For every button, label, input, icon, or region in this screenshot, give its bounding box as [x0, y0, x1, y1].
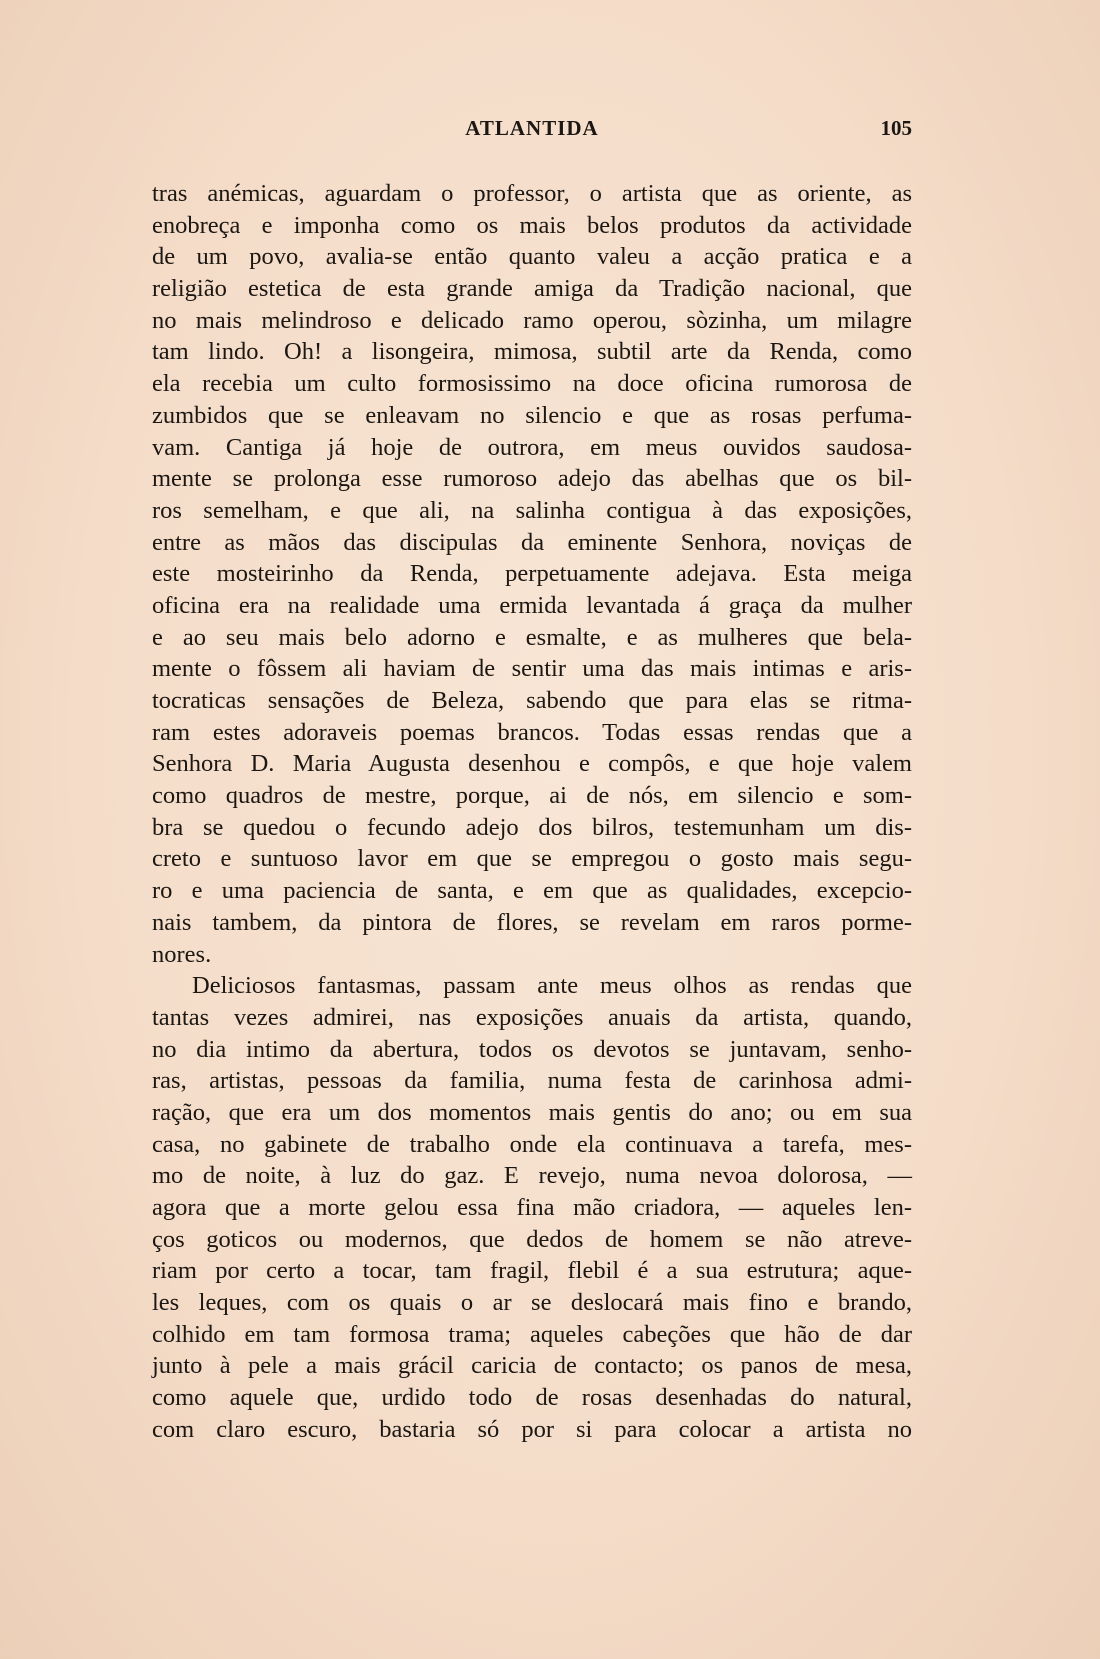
text-line: nores.: [152, 940, 212, 968]
running-title: ATLANTIDA: [465, 116, 599, 140]
text-line: como aquele que, urdido todo de rosas desenhadas do natural,: [152, 1384, 912, 1412]
text-line: religião estetica de esta grande amiga da Tradição nacional, que: [152, 275, 912, 303]
text-line: casa, no gabinete de trabalho onde ela continuava a tarefa, mes-: [152, 1130, 912, 1158]
text-line: mo de noite, à luz do gaz. E revejo, numa nevoa dolorosa, —: [152, 1162, 912, 1190]
text-line: vam. Cantiga já hoje de outrora, em meus ouvidos saudosa-: [152, 433, 912, 461]
text-line: tras anémicas, aguardam o professor, o artista que as oriente, as: [152, 180, 912, 207]
running-header: [152, 116, 912, 148]
text-line: Senhora D. Maria Augusta desenhou e compôs, e que hoje valem: [152, 750, 912, 778]
text-line: enobreça e imponha como os mais belos produtos da actividade: [152, 211, 912, 239]
text-line: nais tambem, da pintora de flores, se revelam em raros porme-: [152, 908, 912, 936]
text-line: ro e uma paciencia de santa, e em que as qualidades, excepcio-: [152, 877, 912, 905]
text-line: tantas vezes admirei, nas exposições anuais da artista, quando,: [152, 1003, 912, 1031]
text-line: colhido em tam formosa trama; aqueles cabeções que hão de dar: [152, 1320, 912, 1348]
text-line: mente o fôssem ali haviam de sentir uma das mais intimas e aris-: [152, 655, 912, 683]
text-line: com claro escuro, bastaria só por si para colocar a artista no: [152, 1415, 912, 1443]
text-line: como quadros de mestre, porque, ai de nós, em silencio e som-: [152, 782, 912, 810]
text-line: creto e suntuoso lavor em que se empregou o gosto mais segu-: [152, 845, 912, 873]
text-line: tam lindo. Oh! a lisongeira, mimosa, subtil arte da Renda, como: [152, 338, 912, 366]
text-line: les leques, com os quais o ar se deslocará mais fino e brando,: [152, 1289, 912, 1317]
page-number: 105: [880, 116, 912, 140]
text-line: ras, artistas, pessoas da familia, numa festa de carinhosa admi-: [152, 1067, 912, 1095]
body-text: [152, 178, 912, 1446]
text-line: ração, que era um dos momentos mais gentis do ano; ou em sua: [152, 1098, 912, 1126]
text-line: entre as mãos das discipulas da eminente Senhora, noviças de: [152, 528, 912, 556]
text-line: ram estes adoraveis poemas brancos. Todas essas rendas que a: [152, 718, 912, 746]
text-line: este mosteirinho da Renda, perpetuamente adejava. Esta meiga: [152, 560, 912, 588]
text-line: oficina era na realidade uma ermida levantada á graça da mulher: [152, 591, 912, 619]
paragraph: [152, 970, 912, 1445]
text-line: Deliciosos fantasmas, passam ante meus olhos as rendas que: [192, 972, 912, 1000]
text-line: mente se prolonga esse rumoroso adejo das abelhas que os bil-: [152, 465, 912, 493]
text-line: ela recebia um culto formosissimo na doce oficina rumorosa de: [152, 370, 912, 398]
text-line: junto à pele a mais grácil caricia de contacto; os panos de mesa,: [152, 1352, 912, 1380]
text-line: zumbidos que se enleavam no silencio e que as rosas perfuma-: [152, 401, 912, 429]
text-line: ços goticos ou modernos, que dedos de homem se não atreve-: [152, 1225, 912, 1253]
text-line: no mais melindroso e delicado ramo operou, sòzinha, um milagre: [152, 306, 912, 334]
text-line: bra se quedou o fecundo adejo dos bilros, testemunham um dis-: [152, 813, 912, 841]
text-line: no dia intimo da abertura, todos os devotos se juntavam, senho-: [152, 1035, 912, 1063]
text-line: agora que a morte gelou essa fina mão criadora, — aqueles len-: [152, 1194, 912, 1221]
text-line: tocraticas sensações de Beleza, sabendo que para elas se ritma-: [152, 687, 912, 714]
text-line: ros semelham, e que ali, na salinha contigua à das exposições,: [152, 496, 912, 524]
text-line: e ao seu mais belo adorno e esmalte, e as mulheres que bela-: [152, 623, 912, 651]
text-line: riam por certo a tocar, tam fragil, flebil é a sua estrutura; aque-: [152, 1257, 912, 1285]
text-line: de um povo, avalia-se então quanto valeu a acção pratica e a: [152, 243, 912, 271]
paragraph: [152, 178, 912, 970]
